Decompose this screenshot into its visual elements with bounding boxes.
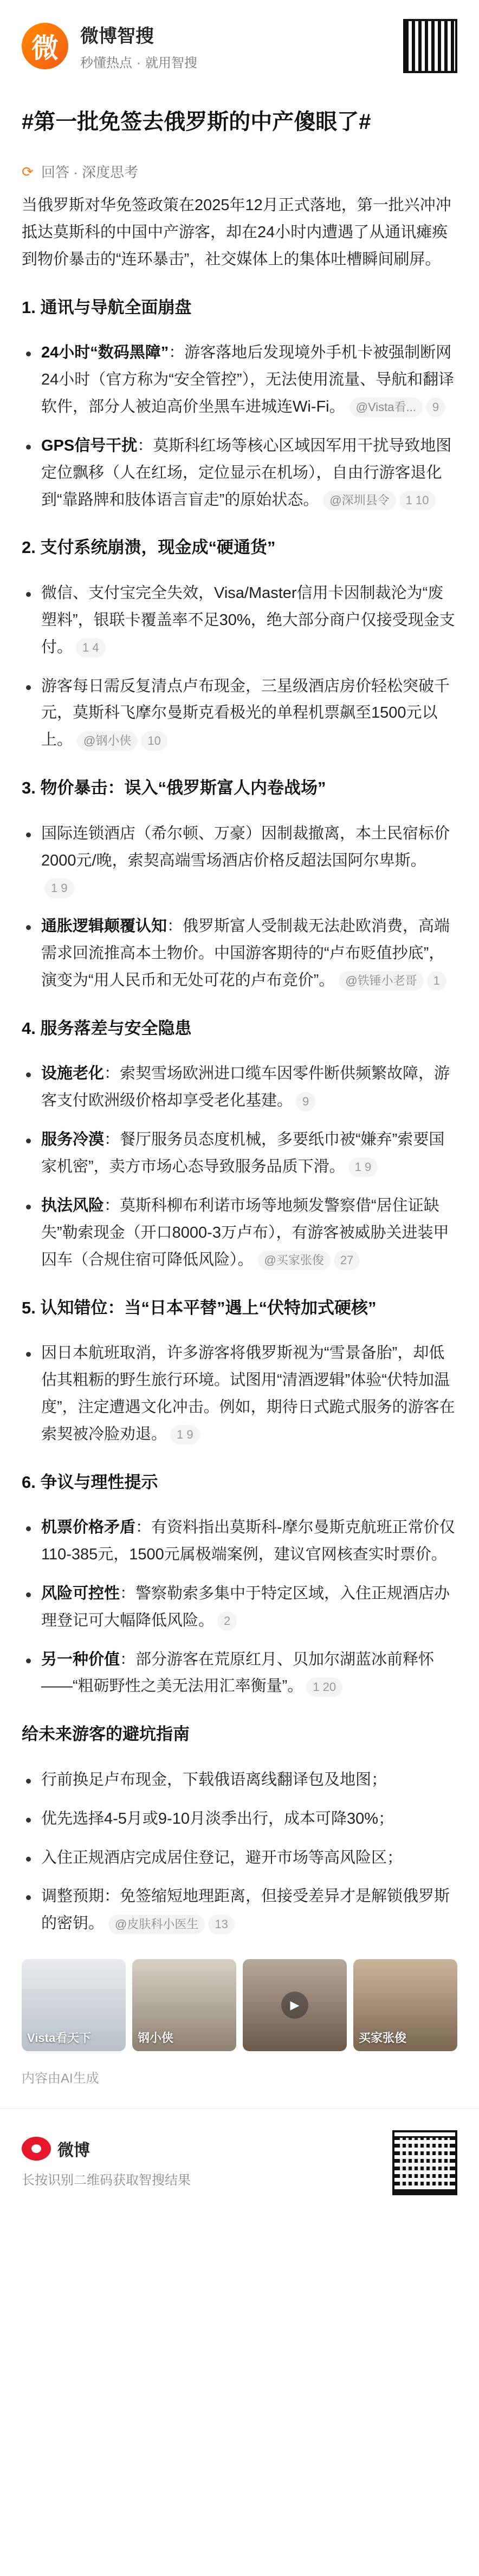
list-item	[22, 821, 457, 902]
item-text: 优先选择4-5月或9-10月淡季出行，成本可降30%；	[41, 1810, 394, 1827]
item-text: ：莫斯科红场等核心区域因军用干扰导致地图定位飘移（人在红场，定位显示在机场），自由行游客退化到“靠路牌和肢体语言盲走”的原始状态。	[41, 437, 452, 509]
source-reference-chip[interactable]: @皮肤科小医生	[108, 1915, 205, 1934]
source-reference-chip[interactable]: @铁锤小老哥	[339, 971, 423, 991]
source-reference-chip[interactable]: @钢小侠	[77, 731, 138, 751]
item-text: ：部分游客在荒原红月、贝加尔湖蓝冰前释怀——“粗砺野性之美无法用汇率衡量”。	[41, 1650, 435, 1695]
section-title: 5. 认知错位：当“日本平替”遇上“伏特加式硬核”	[22, 1298, 377, 1317]
brand-block	[80, 21, 197, 71]
section-title: 4. 服务落差与安全隐患	[22, 1018, 192, 1038]
item-text: ：游客落地后发现境外手机卡被强制断网24小时（官方称为“安全管控”），无法使用流量、导航和翻译软件，部分人被迫高价坐黑车进城连Wi-Fi。	[41, 344, 455, 415]
footer-qr-code-icon[interactable]	[392, 2130, 457, 2195]
item-heading: 风险可控性	[41, 1584, 120, 1602]
media-thumbnail-4[interactable]	[353, 1959, 457, 2051]
source-reference-chip[interactable]: @买家张俊	[258, 1251, 331, 1270]
weibo-eye-icon	[22, 2137, 51, 2161]
section-title: 6. 争议与理性提示	[22, 1472, 158, 1492]
list-item	[22, 433, 457, 514]
list-item	[22, 1580, 457, 1635]
item-text: 游客每日需反复清点卢布现金，三星级酒店房价轻松突破千元，莫斯科飞摩尔曼斯克看极光的单程机票飙至1500元以上。	[41, 677, 450, 749]
item-heading: 服务冷漠	[41, 1131, 105, 1149]
list-item	[22, 1845, 457, 1872]
item-text: ：餐厅服务员态度机械，多要纸巾被“嫌弃”索要国家机密”，卖方市场心态导致服务品质下滑。	[41, 1131, 445, 1175]
slogan-right: 就用智搜	[145, 56, 197, 70]
list-item	[22, 580, 457, 661]
header	[0, 0, 479, 92]
section-list	[0, 1514, 479, 1700]
brand-name: 微博智搜	[80, 26, 154, 47]
footer	[0, 2108, 479, 2222]
ai-generated-note: 内容由AI生成	[22, 2071, 99, 2086]
item-text: 国际连锁酒店（希尔顿、万豪）因制裁撤离，本土民宿标价2000元/晚，索契高端雪场酒店价格反超法国阿尔卑斯。	[41, 824, 450, 869]
list-item	[22, 1193, 457, 1274]
item-text: ：警察勒索多集中于特定区域，入住正规酒店办理登记可大幅降低风险。	[41, 1584, 450, 1629]
citation-count-chip[interactable]: 27	[334, 1251, 360, 1270]
item-heading: 执法风险	[41, 1196, 105, 1214]
citation-count-chip[interactable]: 9	[296, 1092, 315, 1111]
list-item	[22, 1340, 457, 1448]
source-reference-chip[interactable]: @Vista看...	[349, 398, 423, 417]
section-list	[0, 1061, 479, 1273]
list-item	[22, 340, 457, 421]
media-thumbnail-3[interactable]	[243, 1959, 347, 2051]
item-heading: 另一种价值	[41, 1650, 120, 1668]
list-item	[22, 1883, 457, 1937]
sections	[0, 274, 479, 1938]
item-text: ：莫斯科柳布利诺市场等地频发警察借“居住证缺失”勒索现金（开口8000-3万卢布），有游客被威胁关进装甲囚车（合规住宿可降低风险）。	[41, 1196, 449, 1269]
deep-think-icon: ⟳	[22, 163, 34, 180]
list-item	[22, 1806, 457, 1833]
item-heading: GPS信号干扰	[41, 437, 138, 454]
citation-count-chip[interactable]: 10	[141, 731, 167, 751]
item-text: ：俄罗斯富人受制裁无法赴欧消费，高端需求回流推高本土物价。中国游客期待的“卢布贬值抄底”，演变为“用人民币和无处可花的卢布竞价”。	[41, 918, 450, 989]
media-thumbnail-2[interactable]	[132, 1959, 236, 2051]
footer-brand: 微博	[57, 2142, 90, 2160]
item-heading: 机票价格矛盾	[41, 1519, 136, 1536]
section-title: 给未来游客的避坑指南	[22, 1725, 190, 1744]
list-item	[22, 1767, 457, 1794]
answer-mode-label: 回答 · 深度思考	[41, 164, 139, 180]
citation-count-chip[interactable]: 9	[426, 398, 445, 417]
brand-slogan	[80, 52, 197, 71]
section-title: 2. 支付系统崩溃，现金成“硬通货”	[22, 538, 276, 557]
citation-count-chip[interactable]: 13	[208, 1915, 234, 1934]
item-heading: 24小时“数码黑障”	[41, 344, 169, 362]
item-text: ：有资料指出莫斯科-摩尔曼斯克航班正常价仅110-385元，1500元属极端案例，建议官网核查实时票价。	[41, 1519, 455, 1563]
source-reference-chip[interactable]: @深圳县令	[323, 491, 396, 510]
item-heading: 设施老化	[41, 1065, 105, 1083]
page-title: #第一批免签去俄罗斯的中产傻眼了#	[22, 110, 371, 134]
citation-count-chip[interactable]: 1 9	[170, 1425, 200, 1445]
answer-mode-row	[0, 151, 479, 181]
section-list	[0, 1767, 479, 1937]
citation-count-chip[interactable]: 1 9	[348, 1157, 378, 1177]
citation-count-chip[interactable]: 1 10	[399, 491, 436, 510]
list-item	[22, 1514, 457, 1569]
item-text: 入住正规酒店完成居住登记，避开市场等高风险区；	[41, 1849, 403, 1866]
section-list	[0, 340, 479, 513]
media-label: 买家张俊	[359, 2031, 407, 2045]
slogan-separator: ·	[137, 56, 141, 70]
item-text: 调整预期：免签缩短地理距离，但接受差异才是解锁俄罗斯的密钥。	[41, 1888, 450, 1933]
citation-count-chip[interactable]: 2	[217, 1611, 237, 1631]
list-item	[22, 673, 457, 754]
slogan-left: 秒懂热点	[80, 56, 132, 70]
footer-tip: 长按识别二维码获取智搜结果	[22, 2173, 191, 2188]
media-thumbnail-1[interactable]	[22, 1959, 126, 2051]
media-label: Vista看天下	[27, 2031, 92, 2045]
citation-count-chip[interactable]: 1 20	[306, 1677, 342, 1697]
section-title: 1. 通讯与导航全面崩盘	[22, 297, 192, 317]
item-text: ：索契雪场欧洲进口缆车因零件断供频繁故障，游客支付欧洲级价格却享受老化基建。	[41, 1065, 450, 1110]
header-qr-code-icon	[403, 19, 457, 73]
intro-paragraph: 当俄罗斯对华免签政策在2025年12月正式落地，第一批兴冲冲抵达莫斯科的中国中产游客，却在24小时内遭遇了从通讯瘫痪到物价暴击的“连环暴击”，社交媒体上的集体吐槽瞬间刷屏。	[22, 197, 451, 268]
play-icon: ▶	[281, 1992, 308, 2019]
section-list	[0, 1340, 479, 1448]
section-list	[0, 580, 479, 754]
list-item	[22, 913, 457, 994]
media-label: 钢小侠	[138, 2031, 174, 2045]
list-item	[22, 1647, 457, 1701]
citation-count-chip[interactable]: 1 9	[44, 879, 74, 898]
list-item	[22, 1061, 457, 1115]
section-title: 3. 物价暴击：误入“俄罗斯富人内卷战场”	[22, 778, 326, 798]
item-text: 行前换足卢布现金，下载俄语离线翻译包及地图；	[41, 1771, 387, 1788]
media-row	[22, 1959, 457, 2051]
footer-left	[22, 2137, 191, 2188]
item-heading: 通胀逻辑颠覆认知	[41, 918, 167, 935]
item-text: 微信、支付宝完全失效，Visa/Master信用卡因制裁沦为“废塑料”，银联卡覆盖率不足30%，绝大部分商户仅接受现金支付。	[41, 584, 455, 656]
item-text: 因日本航班取消，许多游客将俄罗斯视为“雪景备胎”，却低估其粗粝的野生旅行环境。试图用“清酒逻辑”体验“伏特加温度”，注定遭遇文化冲击。例如，期待日式跪式服务的游客在索契被冷脸劝退。	[41, 1344, 455, 1443]
section-list	[0, 821, 479, 994]
weibo-logo	[22, 2137, 191, 2161]
list-item	[22, 1127, 457, 1181]
citation-count-chip[interactable]: 1	[427, 971, 446, 991]
citation-count-chip[interactable]: 1 4	[76, 638, 106, 658]
weibo-zhisou-logo: 微	[22, 23, 68, 69]
